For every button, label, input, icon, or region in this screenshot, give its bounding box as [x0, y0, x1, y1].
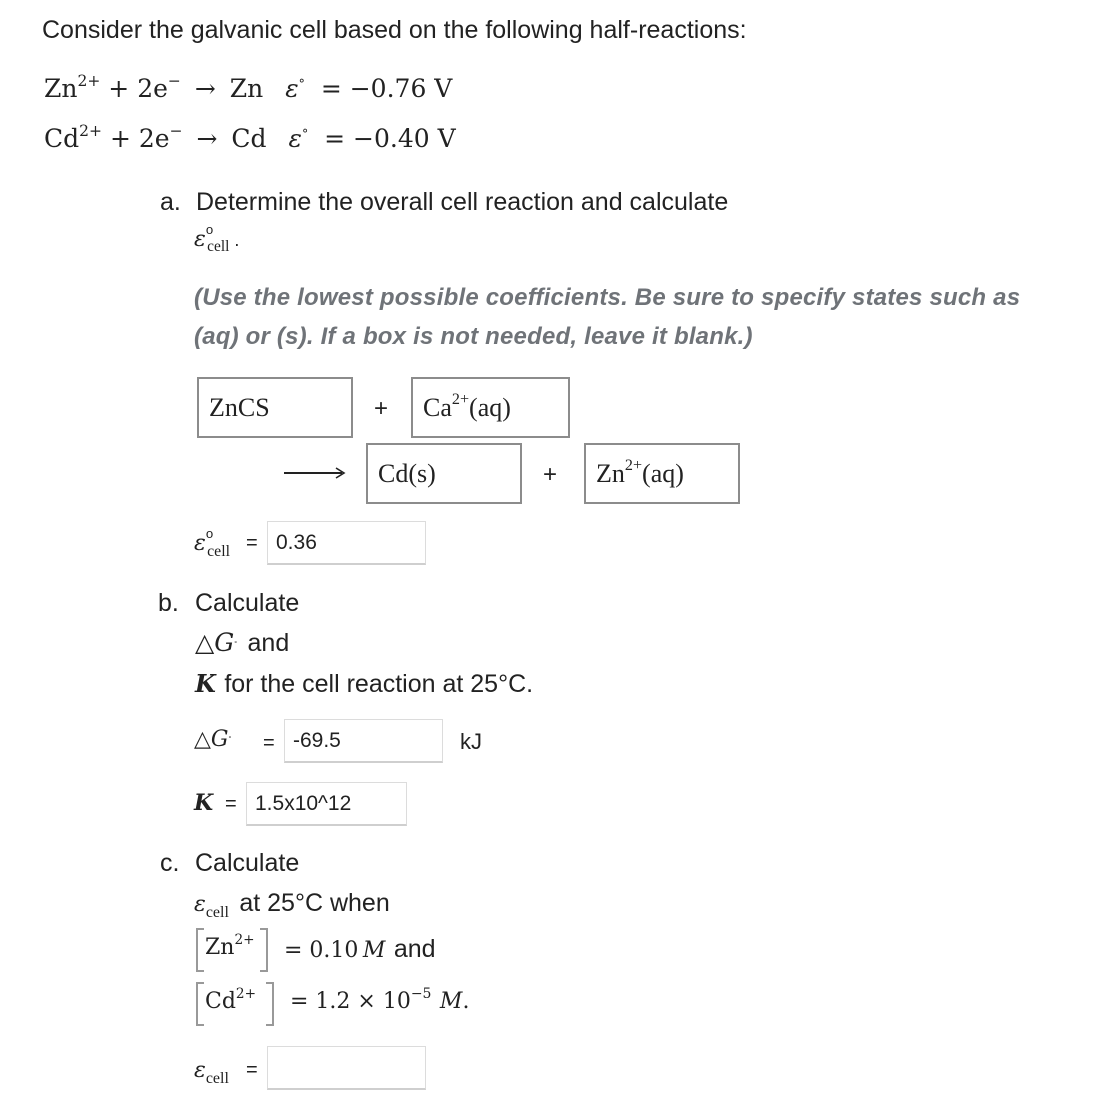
- product-2-text: $Zn^{2+}(aq)$: [596, 457, 684, 488]
- half-reaction-cd: $Cd^{2+} + 2e^- \to Cd$ ε° = −0.40 V: [44, 122, 456, 153]
- reactant-2-text: $Ca^{2+}(aq)$: [423, 391, 511, 422]
- part-c-label: c.: [160, 849, 180, 877]
- part-a-text: Determine the overall cell reaction and calculate: [196, 188, 729, 216]
- part-b-label: b.: [158, 589, 179, 617]
- delta-g-unit: kJ: [460, 729, 482, 754]
- plus-sign-products: +: [543, 461, 558, 488]
- product-2-box[interactable]: [584, 443, 740, 504]
- k-line: K for the cell reaction at 25°C.: [195, 669, 534, 698]
- delta-g-label: △G°: [194, 727, 232, 752]
- k-label: K: [194, 790, 214, 816]
- product-1-box[interactable]: [366, 443, 522, 504]
- equals-sign: =: [246, 1059, 258, 1081]
- part-a-label: a.: [160, 188, 181, 216]
- instruction-hint-line2: (aq) or (s). If a box is not needed, leave it blank.): [194, 323, 753, 350]
- equals-sign: =: [246, 532, 258, 554]
- ecell-c-input[interactable]: [267, 1046, 426, 1090]
- half-reaction-zn: $Zn^{2+} + 2e^- \to Zn$ ε° = −0.76 V: [44, 72, 453, 103]
- delta-g-input[interactable]: -69.5: [284, 719, 443, 763]
- product-1-text: Cd(s): [378, 458, 436, 488]
- reactant-2-box[interactable]: [411, 377, 570, 438]
- equals-sign: =: [225, 793, 237, 815]
- instruction-hint-line1: (Use the lowest possible coefficients. Be sure to specify states such as: [194, 284, 1021, 311]
- k-input[interactable]: 1.5x10^12: [246, 782, 407, 826]
- plus-sign-reactants: +: [374, 395, 389, 422]
- delta-g-line: △G° and: [195, 628, 290, 657]
- ecell-c-label: $\varepsilon_{cell}$: [194, 1058, 229, 1087]
- equals-sign: =: [263, 732, 275, 754]
- reactant-1-box[interactable]: [197, 377, 353, 438]
- part-b-text1: Calculate: [195, 589, 300, 617]
- part-c-ecell-line: $\varepsilon_{cell}$ at 25°C when: [194, 889, 390, 921]
- part-c-text1: Calculate: [195, 849, 300, 877]
- ecell-a-label: $\varepsilon^o_{cell}$: [194, 526, 231, 560]
- reactant-1-text: ZnCS: [209, 392, 270, 422]
- intro-text: Consider the galvanic cell based on the following half-reactions:: [42, 16, 747, 44]
- reaction-arrow-icon: [284, 466, 348, 480]
- ecell-a-input[interactable]: 0.36: [267, 521, 426, 565]
- ecell-symbol: $\varepsilon^o_{cell}$ .: [194, 222, 240, 256]
